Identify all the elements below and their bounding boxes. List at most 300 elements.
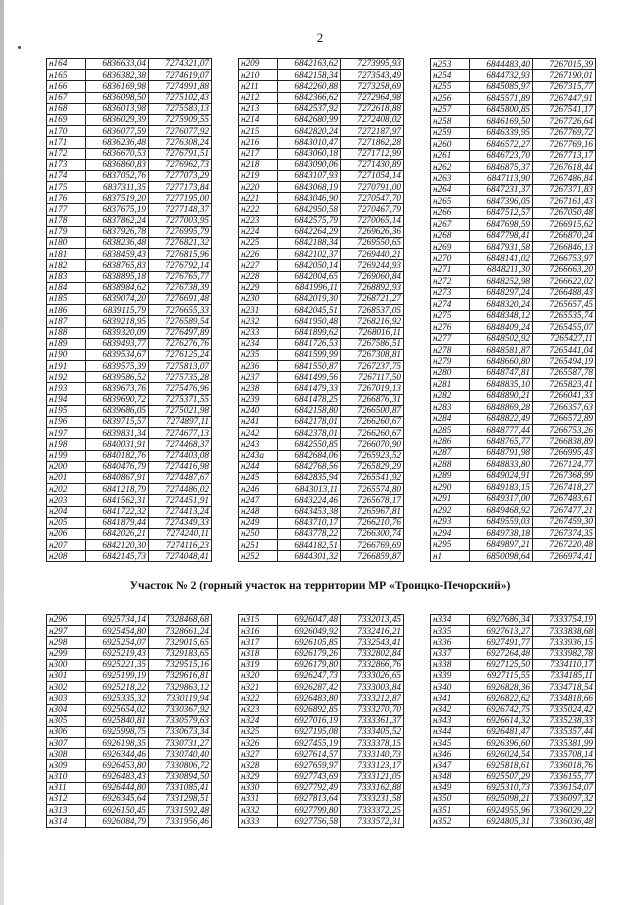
coord-x: 6841499,56 [278, 372, 341, 383]
coord-x: 6842260,88 [278, 81, 341, 92]
table-row [431, 670, 596, 681]
point-id: н207 [47, 540, 86, 551]
coord-y: 7266995,43 [533, 447, 596, 458]
point-id: н246 [239, 484, 278, 495]
coord-y: 7267541,17 [533, 104, 596, 115]
coord-x: 6842264,29 [278, 226, 341, 237]
point-id: н191 [47, 361, 86, 372]
coord-y: 7330673,34 [149, 726, 212, 737]
point-id: н286 [431, 436, 470, 447]
table-row [47, 506, 212, 517]
coord-x: 6849317,00 [470, 493, 533, 504]
coord-y: 7272408,02 [341, 114, 404, 125]
coord-x: 6844301,32 [278, 551, 341, 562]
coord-x: 6927264,48 [470, 648, 533, 659]
coord-y: 7266974,41 [533, 550, 596, 562]
point-id: н309 [47, 760, 86, 771]
point-id: н194 [47, 394, 86, 405]
table-row [47, 782, 212, 793]
coord-y: 7336029,22 [533, 805, 596, 816]
point-id: н231 [239, 305, 278, 316]
point-id: н188 [47, 327, 86, 338]
point-id: н172 [47, 148, 86, 159]
point-id: н222 [239, 204, 278, 215]
coord-x: 6843046,90 [278, 193, 341, 204]
coord-x: 6848890,21 [470, 390, 533, 401]
coord-y: 7267019,13 [341, 383, 404, 394]
table-row [47, 771, 212, 782]
coord-x: 6849468,92 [470, 505, 533, 516]
coord-y: 7274116,23 [149, 540, 212, 551]
point-id: н256 [431, 93, 470, 104]
coord-y: 7266753,26 [533, 425, 596, 436]
coord-y: 7272618,88 [341, 103, 404, 114]
coord-x: 6839673,76 [86, 383, 149, 394]
point-id: н218 [239, 159, 278, 170]
point-id: н343 [431, 715, 470, 726]
coord-y: 7265823,41 [533, 379, 596, 390]
coord-x: 6926822,62 [470, 693, 533, 704]
coord-y: 7265441,04 [533, 344, 596, 355]
table-row [47, 170, 212, 181]
table-row [239, 148, 404, 159]
table-row [239, 528, 404, 539]
coord-x: 6924955,96 [470, 805, 533, 816]
point-id: н165 [47, 70, 86, 81]
coord-y: 7329863,12 [149, 682, 212, 693]
coord-x: 6841218,79 [86, 484, 149, 495]
table-row [431, 470, 596, 481]
coord-y: 7333121,05 [341, 771, 404, 782]
point-id: н281 [431, 379, 470, 390]
coord-y: 7276497,89 [149, 327, 212, 338]
coord-x: 6926453,80 [86, 760, 149, 771]
table-row [431, 413, 596, 424]
coord-x: 6846169,50 [470, 116, 533, 127]
point-id: н288 [431, 459, 470, 470]
point-id: н269 [431, 242, 470, 253]
coord-y: 7336036,48 [533, 816, 596, 827]
table-row [431, 615, 596, 626]
coord-x: 6840031,91 [86, 439, 149, 450]
point-id: н228 [239, 271, 278, 282]
coord-x: 6925454,80 [86, 626, 149, 637]
coord-x: 6842188,34 [278, 238, 341, 249]
table-row [239, 551, 404, 562]
coord-x: 6848252,98 [470, 276, 533, 287]
table-row [47, 70, 212, 81]
table-row [47, 615, 212, 626]
coord-y: 7271862,28 [341, 137, 404, 148]
coord-y: 7275583,13 [149, 103, 212, 114]
point-id: н195 [47, 405, 86, 416]
table-row [239, 394, 404, 405]
point-id: н312 [47, 794, 86, 805]
scan-dot [18, 46, 21, 49]
coord-x: 6841950,48 [278, 316, 341, 327]
table-row [47, 215, 212, 226]
point-id: н344 [431, 726, 470, 737]
table-row [239, 316, 404, 327]
table-row [47, 361, 212, 372]
point-id: н298 [47, 637, 86, 648]
table-row [431, 333, 596, 344]
coord-y: 7333003,84 [341, 682, 404, 693]
coord-x: 6838236,48 [86, 238, 149, 249]
point-id: н263 [431, 173, 470, 184]
point-id: н342 [431, 704, 470, 715]
coord-x: 6848777,44 [470, 425, 533, 436]
coord-x: 6926344,46 [86, 749, 149, 760]
coord-y: 7268016,11 [341, 327, 404, 338]
coord-x: 6840476,79 [86, 461, 149, 472]
coord-x: 6842575,79 [278, 215, 341, 226]
coord-x: 6925221,35 [86, 659, 149, 670]
point-id: н290 [431, 482, 470, 493]
coord-x: 6844732,93 [470, 70, 533, 81]
point-id: н319 [239, 659, 278, 670]
coord-y: 7333270,70 [341, 704, 404, 715]
table-row [47, 271, 212, 282]
coord-y: 7267769,16 [533, 139, 596, 150]
coord-y: 7267220,48 [533, 539, 596, 550]
table-row [239, 615, 404, 626]
coord-y: 7335357,44 [533, 726, 596, 737]
point-id: н348 [431, 771, 470, 782]
coord-x: 6927016,19 [278, 715, 341, 726]
coord-x: 6839715,57 [86, 417, 149, 428]
coord-y: 7265427,11 [533, 333, 596, 344]
coord-x: 6848211,30 [470, 264, 533, 275]
point-id: н340 [431, 682, 470, 693]
table-row [431, 693, 596, 704]
coord-x: 6845571,89 [470, 93, 533, 104]
coord-x: 6925998,75 [86, 726, 149, 737]
coord-x: 6837926,78 [86, 226, 149, 237]
table-row [47, 495, 212, 506]
coord-y: 7270791,00 [341, 182, 404, 193]
point-id: н236 [239, 361, 278, 372]
point-id: н166 [47, 81, 86, 92]
point-id: н295 [431, 539, 470, 550]
table-row [239, 361, 404, 372]
point-id: н326 [239, 738, 278, 749]
coord-x: 6925734,14 [86, 615, 149, 626]
coord-y: 7274897,11 [149, 417, 212, 428]
coord-y: 7330579,63 [149, 715, 212, 726]
coord-y: 7268537,05 [341, 305, 404, 316]
coord-y: 7275735,28 [149, 372, 212, 383]
table-row [431, 527, 596, 538]
coordinate-table [430, 58, 596, 562]
point-id: н341 [431, 693, 470, 704]
coord-y: 7265829,29 [341, 461, 404, 472]
point-id: н185 [47, 293, 86, 304]
coord-y: 7274048,41 [149, 551, 212, 562]
coord-x: 6841879,44 [86, 517, 149, 528]
point-id: н167 [47, 92, 86, 103]
coord-y: 7266572,89 [533, 413, 596, 424]
table-row [47, 484, 212, 495]
point-id: н347 [431, 760, 470, 771]
coord-x: 6926396,60 [470, 738, 533, 749]
table-row [47, 428, 212, 439]
table-row [431, 70, 596, 81]
table-row [47, 182, 212, 193]
coord-y: 7265455,07 [533, 322, 596, 333]
coord-x: 6926444,80 [86, 782, 149, 793]
coord-y: 7266622,02 [533, 276, 596, 287]
table-row [239, 92, 404, 103]
coord-x: 6847231,37 [470, 184, 533, 195]
table-row [431, 505, 596, 516]
table-row [431, 482, 596, 493]
coord-x: 6843068,19 [278, 182, 341, 193]
coord-x: 6847396,05 [470, 196, 533, 207]
coord-x: 6849897,21 [470, 539, 533, 550]
scan-edge [0, 0, 4, 905]
table-row [239, 794, 404, 805]
coord-x: 6848348,12 [470, 310, 533, 321]
table-row [239, 70, 404, 81]
table-row [431, 726, 596, 737]
table-row [239, 726, 404, 737]
coord-y: 7333838,68 [533, 626, 596, 637]
coord-x: 6842366,62 [278, 92, 341, 103]
table-row [239, 282, 404, 293]
coord-y: 7335381,99 [533, 738, 596, 749]
coord-y: 7275909,55 [149, 114, 212, 125]
coord-y: 7267308,81 [341, 349, 404, 360]
point-id: н272 [431, 276, 470, 287]
table-row [47, 760, 212, 771]
coord-y: 7332802,84 [341, 648, 404, 659]
coord-y: 7330367,92 [149, 704, 212, 715]
table-row [239, 383, 404, 394]
coord-x: 6926150,45 [86, 805, 149, 816]
point-id: н202 [47, 484, 86, 495]
table-row [47, 726, 212, 737]
table-row [431, 116, 596, 127]
coord-x: 6848833,80 [470, 459, 533, 470]
coord-y: 7265967,81 [341, 506, 404, 517]
coord-x: 6846339,95 [470, 127, 533, 138]
point-id: н261 [431, 150, 470, 161]
table-row [239, 749, 404, 760]
coord-y: 7334110,17 [533, 659, 596, 670]
point-id: н242 [239, 428, 278, 439]
coord-x: 6842680,99 [278, 114, 341, 125]
point-id: н187 [47, 316, 86, 327]
coord-x: 6925219,43 [86, 648, 149, 659]
coord-x: 6927756,58 [278, 816, 341, 827]
coord-x: 6837052,76 [86, 170, 149, 181]
table-row [431, 299, 596, 310]
point-id: н164 [47, 59, 86, 70]
table-row [47, 103, 212, 114]
coord-x: 6841479,33 [278, 383, 341, 394]
coord-x: 6927125,50 [470, 659, 533, 670]
coord-x: 6843107,93 [278, 170, 341, 181]
coord-x: 6926892,85 [278, 704, 341, 715]
table-row [431, 738, 596, 749]
table-row [431, 704, 596, 715]
point-id: н318 [239, 648, 278, 659]
table-row [431, 344, 596, 355]
coord-y: 7275371,55 [149, 394, 212, 405]
coord-x: 6842158,80 [278, 405, 341, 416]
point-id: н168 [47, 103, 86, 114]
coord-y: 7267124,77 [533, 459, 596, 470]
coord-y: 7274451,91 [149, 495, 212, 506]
point-id: н328 [239, 760, 278, 771]
coord-x: 6925254,07 [86, 637, 149, 648]
coord-x: 6836382,38 [86, 70, 149, 81]
table-row [239, 517, 404, 528]
coord-x: 6926345,64 [86, 794, 149, 805]
coord-y: 7267586,51 [341, 338, 404, 349]
point-id: н317 [239, 637, 278, 648]
coord-y: 7274240,11 [149, 528, 212, 539]
coordinate-table [46, 614, 212, 828]
table-row [239, 693, 404, 704]
coord-y: 7333140,73 [341, 749, 404, 760]
coord-x: 6842158,34 [278, 70, 341, 81]
coord-x: 6848141,02 [470, 253, 533, 264]
table-row [239, 417, 404, 428]
coord-x: 6842550,85 [278, 439, 341, 450]
point-id: н234 [239, 338, 278, 349]
table-row [239, 114, 404, 125]
table-row [239, 626, 404, 637]
point-id: н332 [239, 805, 278, 816]
coord-y: 7333162,88 [341, 782, 404, 793]
point-id: н200 [47, 461, 86, 472]
coord-x: 6840867,91 [86, 472, 149, 483]
point-id: н249 [239, 517, 278, 528]
point-id: н215 [239, 126, 278, 137]
coord-y: 7267447,91 [533, 93, 596, 104]
coord-y: 7333123,17 [341, 760, 404, 771]
table-row [431, 242, 596, 253]
coord-y: 7335238,33 [533, 715, 596, 726]
point-id: н306 [47, 726, 86, 737]
table-row [47, 659, 212, 670]
table-row [431, 771, 596, 782]
point-id: н237 [239, 372, 278, 383]
table-row [239, 338, 404, 349]
point-id: н211 [239, 81, 278, 92]
point-id: н238 [239, 383, 278, 394]
coord-y: 7274677,13 [149, 428, 212, 439]
coord-y: 7266769,69 [341, 540, 404, 551]
coord-x: 6839218,95 [86, 316, 149, 327]
coord-x: 6926247,73 [278, 670, 341, 681]
table-row [47, 450, 212, 461]
table-row [431, 402, 596, 413]
coord-x: 6927491,77 [470, 637, 533, 648]
table-row [47, 637, 212, 648]
point-id: н310 [47, 771, 86, 782]
table-row [239, 81, 404, 92]
point-id: н305 [47, 715, 86, 726]
table-row [431, 310, 596, 321]
coord-x: 6925654,02 [86, 704, 149, 715]
table-row [431, 196, 596, 207]
coord-y: 7267483,61 [533, 493, 596, 504]
coord-y: 7333372,25 [341, 805, 404, 816]
coord-x: 6925335,32 [86, 693, 149, 704]
coord-y: 7334818,66 [533, 693, 596, 704]
coord-x: 6841599,99 [278, 349, 341, 360]
point-id: н282 [431, 390, 470, 401]
coord-y: 7277073,29 [149, 170, 212, 181]
coord-y: 7275102,43 [149, 92, 212, 103]
point-id: н276 [431, 322, 470, 333]
point-id: н247 [239, 495, 278, 506]
table-row [47, 405, 212, 416]
coord-y: 7266260,67 [341, 417, 404, 428]
coord-x: 6841562,31 [86, 495, 149, 506]
table-row [47, 794, 212, 805]
point-id: н227 [239, 260, 278, 271]
coord-y: 7272964,98 [341, 92, 404, 103]
coord-x: 6847798,41 [470, 230, 533, 241]
point-id: н334 [431, 615, 470, 626]
coord-x: 6836029,39 [86, 114, 149, 125]
coord-x: 6926179,26 [278, 648, 341, 659]
point-id: н314 [47, 816, 86, 827]
coord-y: 7268892,93 [341, 282, 404, 293]
table-row [47, 626, 212, 637]
table-row [239, 461, 404, 472]
table-row [47, 816, 212, 827]
coord-x: 6848502,92 [470, 333, 533, 344]
coord-x: 6848581,87 [470, 344, 533, 355]
table-row [239, 293, 404, 304]
table-row [431, 626, 596, 637]
coord-y: 7266915,62 [533, 219, 596, 230]
point-id: н260 [431, 139, 470, 150]
coord-y: 7276589,54 [149, 316, 212, 327]
coord-y: 7267315,77 [533, 81, 596, 92]
coord-y: 7276077,92 [149, 126, 212, 137]
coord-y: 7267486,84 [533, 173, 596, 184]
coord-x: 6926481,47 [470, 726, 533, 737]
point-id: н221 [239, 193, 278, 204]
table-row [431, 356, 596, 367]
coord-y: 7272187,97 [341, 126, 404, 137]
table-row [431, 127, 596, 138]
coord-y: 7267371,83 [533, 184, 596, 195]
point-id: н287 [431, 447, 470, 458]
point-id: н205 [47, 517, 86, 528]
table-row [239, 103, 404, 114]
coord-x: 6926828,36 [470, 682, 533, 693]
coord-x: 6844182,51 [278, 540, 341, 551]
table-row [47, 81, 212, 92]
coord-x: 6836860,83 [86, 159, 149, 170]
coord-y: 7276791,51 [149, 148, 212, 159]
coord-y: 7277195,00 [149, 193, 212, 204]
coord-x: 6848835,10 [470, 379, 533, 390]
table-row [47, 394, 212, 405]
table-row [47, 540, 212, 551]
point-id: н339 [431, 670, 470, 681]
coord-y: 7265494,19 [533, 356, 596, 367]
coord-x: 6926024,54 [470, 749, 533, 760]
point-id: н201 [47, 472, 86, 483]
